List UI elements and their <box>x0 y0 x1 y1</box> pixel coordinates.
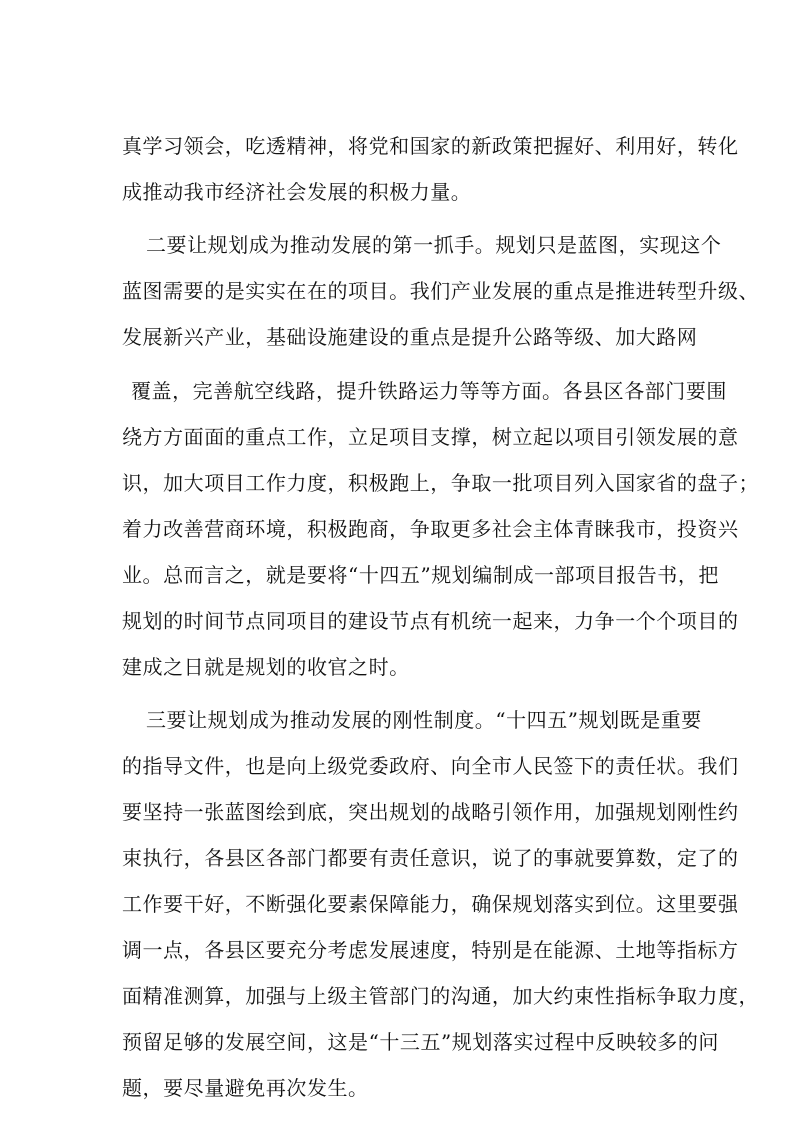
text-line: 真学习领会，吃透精神，将党和国家的新政策把握好、利用好，转化 <box>122 134 739 158</box>
text-line: 要坚持一张蓝图绘到底，突出规划的战略引领作用，加强规划刚性约 <box>122 800 739 824</box>
text-line: 业。总而言之，就是要将“十四五”规划编制成一部项目报告书，把 <box>122 563 719 587</box>
text-line: 蓝图需要的是实实在在的项目。我们产业发展的重点是推进转型升级、 <box>122 279 760 303</box>
text-line: 成推动我市经济社会发展的积极力量。 <box>122 180 472 204</box>
text-line: 工作要干好，不断强化要素保障能力，确保规划落实到位。这里要强 <box>122 892 739 916</box>
text-line: 调一点，各县区要充分考虑发展速度，特别是在能源、土地等指标方 <box>122 938 739 962</box>
text-line: 发展新兴产业，基础设施建设的重点是提升公路等级、加大路网 <box>122 325 698 349</box>
text-line: 规划的时间节点同项目的建设节点有机统一起来，力争一个个项目的 <box>122 609 739 633</box>
text-line: 题，要尽量避免再次发生。 <box>122 1076 369 1100</box>
text-line: 覆盖，完善航空线路，提升铁路运力等等方面。各县区各部门要围 <box>131 379 727 403</box>
paragraph-3-first-line: 三要让规划成为推动发展的刚性制度。“十四五”规划既是重要 <box>146 708 702 732</box>
text-line: 识，加大项目工作力度，积极跑上，争取一批项目列入国家省的盘子； <box>122 471 760 495</box>
text-line: 面精准测算，加强与上级主管部门的沟通，加大约束性指标争取力度， <box>122 984 760 1008</box>
paragraph-2-first-line: 二要让规划成为推动发展的第一抓手。规划只是蓝图，实现这个 <box>146 233 722 257</box>
text-line: 束执行，各县区各部门都要有责任意识，说了的事就要算数，定了的 <box>122 846 739 870</box>
text-line: 建成之日就是规划的收官之时。 <box>122 655 410 679</box>
text-line: 着力改善营商环境，积极跑商，争取更多社会主体青睐我市，投资兴 <box>122 517 739 541</box>
text-line: 的指导文件，也是向上级党委政府、向全市人民签下的责任状。我们 <box>122 754 739 778</box>
text-line: 绕方方面面的重点工作，立足项目支撑，树立起以项目引领发展的意 <box>122 425 739 449</box>
text-line: 预留足够的发展空间，这是“十三五”规划落实过程中反映较多的问 <box>122 1030 719 1054</box>
